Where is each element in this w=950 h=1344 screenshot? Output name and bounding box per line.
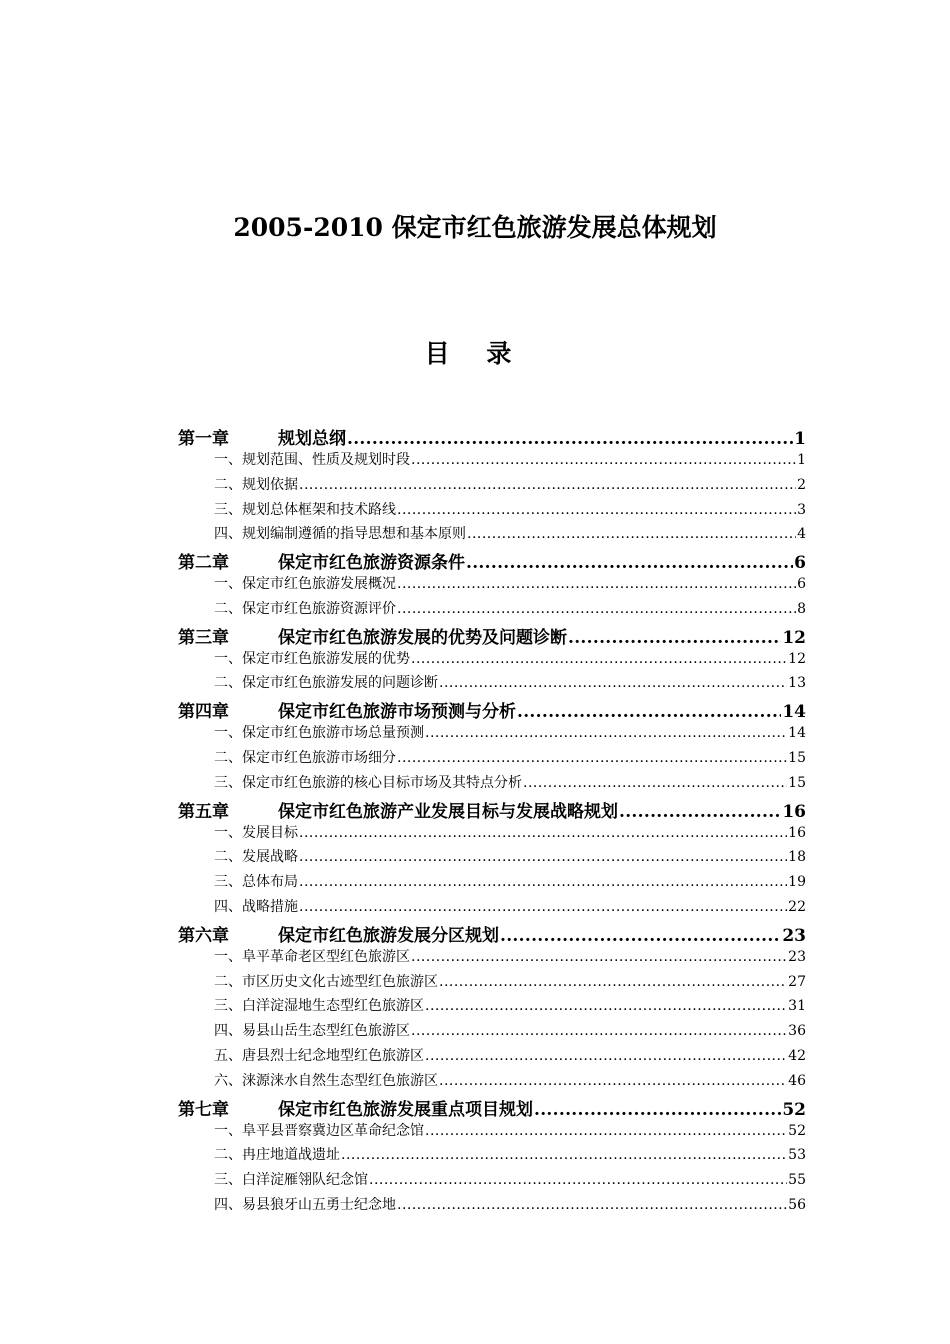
dot-leader (347, 429, 793, 449)
toc-section-entry[interactable] (178, 822, 806, 847)
chapter-number: 第三章 (178, 627, 229, 648)
toc-entry-title: 一、保定市红色旅游发展概况 (214, 576, 396, 593)
toc-entry-title: 二、保定市红色旅游发展的问题诊断 (214, 675, 438, 692)
toc-entry-title: 一、阜平革命老区型红色旅游区 (214, 948, 410, 965)
toc-entry-title: 四、战略措施 (214, 899, 298, 916)
toc-entry-title: 保定市红色旅游发展分区规划 (278, 925, 499, 946)
chapter-number: 第七章 (178, 1099, 229, 1120)
dot-leader (500, 926, 781, 946)
toc-section-entry[interactable] (178, 946, 806, 971)
dot-leader (619, 802, 781, 822)
toc-section-entry[interactable] (178, 1070, 806, 1095)
toc-page-number: 15 (788, 774, 806, 791)
toc-page-number: 1 (794, 429, 806, 449)
toc-entry-title: 二、保定市红色旅游资源评价 (214, 600, 396, 617)
chapter-number: 第二章 (178, 553, 229, 574)
toc-page-number: 16 (782, 801, 806, 822)
toc-section-entry[interactable] (178, 499, 806, 524)
chapter-number: 第一章 (178, 429, 229, 449)
document-title: 2005-2010 保定市红色旅游发展总体规划 (233, 213, 717, 242)
chapter-number: 第六章 (178, 925, 229, 946)
toc-entry-title: 二、市区历史文化古迹型红色旅游区 (214, 973, 438, 990)
toc-section-entry[interactable] (178, 1144, 806, 1169)
dot-leader (534, 1100, 781, 1120)
toc-chapter-entry[interactable] (178, 697, 806, 722)
toc-page-number: 22 (788, 899, 806, 916)
chapter-number: 第四章 (178, 702, 229, 723)
toc-section-entry[interactable] (178, 474, 806, 499)
dot-leader (397, 576, 796, 592)
dot-leader (439, 1073, 787, 1089)
toc-section-entry[interactable] (178, 648, 806, 673)
toc-chapter-entry[interactable] (178, 424, 806, 449)
toc-page-number: 12 (782, 627, 806, 648)
dot-leader (411, 1023, 787, 1039)
toc-section-entry[interactable] (178, 772, 806, 797)
toc-section-entry[interactable] (178, 1194, 806, 1219)
toc-section-entry[interactable] (178, 1045, 806, 1070)
dot-leader (299, 874, 787, 890)
dot-leader (341, 1147, 787, 1163)
toc-section-entry[interactable] (178, 598, 806, 623)
toc-entry-title: 三、白洋淀湿地生态型红色旅游区 (214, 998, 424, 1015)
dot-leader (397, 1197, 787, 1213)
toc-entry-title: 一、发展目标 (214, 824, 298, 841)
toc-entry-title: 四、易县狼牙山五勇士纪念地 (214, 1197, 396, 1214)
dot-leader (299, 849, 787, 865)
dot-leader (299, 825, 787, 841)
toc-page-number: 23 (788, 948, 806, 965)
toc-entry-title: 一、阜平县晋察冀边区革命纪念馆 (214, 1122, 424, 1139)
dot-leader (411, 949, 787, 965)
toc-chapter-entry[interactable] (178, 1095, 806, 1120)
toc-entry-title: 一、规划范围、性质及规划时段 (214, 451, 410, 468)
toc-section-entry[interactable] (178, 896, 806, 921)
toc-page-number: 55 (788, 1172, 806, 1189)
toc-section-entry[interactable] (178, 449, 806, 474)
toc-heading: 目 录 (424, 339, 526, 368)
toc-entry-title: 三、保定市红色旅游的核心目标市场及其特点分析 (214, 774, 522, 791)
toc-page-number: 56 (788, 1197, 806, 1214)
toc-section-entry[interactable] (178, 871, 806, 896)
toc-section-entry[interactable] (178, 1169, 806, 1194)
dot-leader (425, 998, 787, 1014)
toc-page-number: 36 (788, 1023, 806, 1040)
toc-entry-title: 一、保定市红色旅游市场总量预测 (214, 725, 424, 742)
toc-entry-title: 保定市红色旅游市场预测与分析 (278, 702, 516, 723)
toc-entry-title: 保定市红色旅游发展重点项目规划 (278, 1099, 533, 1120)
dot-leader (397, 502, 796, 518)
toc-section-entry[interactable] (178, 672, 806, 697)
dot-leader (397, 601, 796, 617)
toc-entry-title: 四、规划编制遵循的指导思想和基本原则 (214, 526, 466, 543)
toc-section-entry[interactable] (178, 995, 806, 1020)
toc-section-entry[interactable] (178, 722, 806, 747)
toc-entry-title: 二、规划依据 (214, 476, 298, 493)
toc-entry-title: 五、唐县烈士纪念地型红色旅游区 (214, 1048, 424, 1065)
toc-page-number: 3 (797, 501, 806, 518)
dot-leader (466, 553, 793, 573)
toc-page-number: 31 (788, 998, 806, 1015)
toc-chapter-entry[interactable] (178, 548, 806, 573)
toc-page-number: 18 (788, 849, 806, 866)
toc-section-entry[interactable] (178, 846, 806, 871)
toc-entry-title: 二、冉庄地道战遗址 (214, 1147, 340, 1164)
toc-page-number: 6 (794, 553, 806, 574)
toc-chapter-entry[interactable] (178, 623, 806, 648)
toc-entry-title: 二、发展战略 (214, 849, 298, 866)
toc-page-number: 42 (788, 1048, 806, 1065)
dot-leader (439, 974, 787, 990)
dot-leader (299, 899, 787, 915)
toc-section-entry[interactable] (178, 1020, 806, 1045)
toc-page-number: 13 (788, 675, 806, 692)
dot-leader (467, 526, 796, 542)
toc-section-entry[interactable] (178, 523, 806, 548)
toc-section-entry[interactable] (178, 971, 806, 996)
dot-leader (439, 675, 787, 691)
toc-page-number: 53 (788, 1147, 806, 1164)
toc-section-entry[interactable] (178, 573, 806, 598)
toc-entry-title: 一、保定市红色旅游发展的优势 (214, 650, 410, 667)
dot-leader (568, 628, 781, 648)
toc-entry-title: 规划总纲 (278, 429, 346, 449)
toc-page-number: 2 (797, 476, 806, 493)
toc-section-entry[interactable] (178, 1120, 806, 1145)
dot-leader (411, 651, 787, 667)
dot-leader (369, 1172, 787, 1188)
toc-entry-title: 保定市红色旅游资源条件 (278, 553, 465, 574)
toc-chapter-entry[interactable] (178, 797, 806, 822)
dot-leader (425, 725, 787, 741)
table-of-contents (178, 424, 806, 1219)
toc-entry-title: 六、涞源涞水自然生态型红色旅游区 (214, 1072, 438, 1089)
toc-page-number: 16 (788, 824, 806, 841)
toc-page-number: 1 (797, 451, 806, 468)
toc-entry-title: 三、规划总体框架和技术路线 (214, 501, 396, 518)
toc-entry-title: 保定市红色旅游产业发展目标与发展战略规划 (278, 801, 618, 822)
toc-entry-title: 二、保定市红色旅游市场细分 (214, 749, 396, 766)
toc-page-number: 14 (782, 702, 806, 723)
dot-leader (425, 1048, 787, 1064)
toc-section-entry[interactable] (178, 747, 806, 772)
toc-page-number: 14 (788, 725, 806, 742)
toc-entry-title: 保定市红色旅游发展的优势及问题诊断 (278, 627, 567, 648)
toc-chapter-entry[interactable] (178, 921, 806, 946)
toc-entry-title: 三、总体布局 (214, 874, 298, 891)
toc-page-number: 4 (797, 526, 806, 543)
toc-page-number: 6 (797, 576, 806, 593)
toc-page-number: 8 (797, 600, 806, 617)
dot-leader (425, 1123, 787, 1139)
dot-leader (517, 702, 781, 722)
chapter-number: 第五章 (178, 801, 229, 822)
toc-page-number: 23 (782, 925, 806, 946)
dot-leader (411, 452, 796, 468)
toc-entry-title: 三、白洋淀雁翎队纪念馆 (214, 1172, 368, 1189)
toc-page-number: 46 (788, 1072, 806, 1089)
toc-page-number: 27 (788, 973, 806, 990)
toc-page-number: 52 (782, 1099, 806, 1120)
toc-page-number: 12 (788, 650, 806, 667)
toc-entry-title: 四、易县山岳生态型红色旅游区 (214, 1023, 410, 1040)
dot-leader (397, 750, 787, 766)
dot-leader (523, 775, 787, 791)
toc-page-number: 15 (788, 749, 806, 766)
dot-leader (299, 477, 796, 493)
toc-page-number: 52 (788, 1122, 806, 1139)
toc-page-number: 19 (788, 874, 806, 891)
